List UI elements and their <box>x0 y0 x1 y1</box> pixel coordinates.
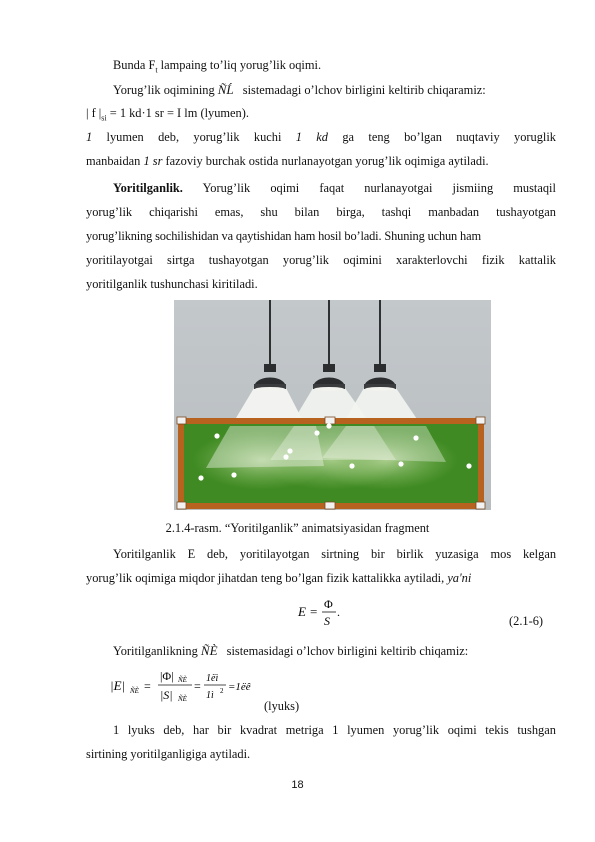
word: jismiing <box>452 181 494 195</box>
ball <box>413 435 418 440</box>
formula-tail: . <box>337 605 340 619</box>
figure-caption: 2.1.4-rasm. “Yoritilganlik” animatsiyasidan fragment <box>165 521 430 535</box>
text: sirtining yoritilganligiga aytiladi. <box>86 747 251 761</box>
formula2-lhs-sub: ÑÈ <box>130 687 139 695</box>
word: Yoritilganlik <box>113 547 176 561</box>
formula2-rhs: =1ëê <box>228 681 251 693</box>
formula2-den: |S| <box>160 688 173 702</box>
word: deb, <box>207 547 229 561</box>
word: sirtga <box>167 253 195 267</box>
text: manbaidan <box>86 154 144 168</box>
word: yuzasiga <box>435 547 479 561</box>
word: yoritilayotgan <box>239 547 310 561</box>
equation-number: (2.1-6) <box>509 614 544 628</box>
ball <box>231 472 236 477</box>
subscript: t <box>155 65 158 75</box>
ball <box>198 475 203 480</box>
word: mustaqil <box>513 181 556 195</box>
pocket <box>177 502 186 509</box>
word: lyuks <box>127 723 155 737</box>
word: kvadrat <box>239 723 278 737</box>
ball <box>283 454 288 459</box>
text: yorug’likning sochilishidan va qaytishidan ham hosil bo’ladi. Shuning uchun ham <box>86 229 481 243</box>
word: teng <box>368 130 390 144</box>
word: yoritilayotgai <box>86 253 153 267</box>
word: birga, <box>336 205 365 219</box>
ball <box>349 463 354 468</box>
word: tashqi <box>381 205 412 219</box>
text: yorug’lik oqimiga miqdor jihatdan teng bo’lgan fizik kattalikka aytiladi, <box>86 571 448 585</box>
section-heading: Yoritilganlik. <box>113 181 183 195</box>
unit-label: (lyuks) <box>264 699 300 713</box>
page-number: 18 <box>291 779 304 791</box>
text: lampaing to’liq yorug’lik oqimi. <box>157 58 322 72</box>
word: oqimini <box>343 253 382 267</box>
formula2-mid-num: 1ëì <box>206 673 219 684</box>
word: emas, <box>214 205 244 219</box>
text: 1 sr <box>143 154 163 168</box>
word: E <box>187 547 196 561</box>
word: faqat <box>319 181 345 195</box>
word: bir <box>370 547 385 561</box>
text: Yoritilganlikning <box>113 644 201 658</box>
text: ya'ni <box>447 571 472 585</box>
word: tushgan <box>517 723 556 737</box>
text: Yorug’lik oqimining <box>113 83 218 97</box>
justified-line <box>113 547 556 562</box>
word: kattalik <box>518 253 556 267</box>
ball <box>287 448 292 453</box>
word: sirtning <box>321 547 360 561</box>
text-line <box>113 82 486 98</box>
word: 1 <box>86 130 93 144</box>
text: sistemadagi o’lchov birligini keltirib chiqaramiz: <box>239 83 486 97</box>
formula-numerator: Φ <box>324 597 333 611</box>
word: xarakterlovchi <box>396 253 468 267</box>
pocket <box>476 417 485 424</box>
word: 1 <box>113 723 120 737</box>
formula2-mid-exp: 2 <box>220 687 224 695</box>
text-line <box>113 643 468 659</box>
word: yoruglik <box>514 130 556 144</box>
text: fazoviy burchak ostida nurlanayotgan yorug’lik oqimiga aytiladi. <box>162 154 489 168</box>
word: yorug’lik <box>193 130 240 144</box>
word: ga <box>342 130 355 144</box>
pocket <box>476 502 485 509</box>
text-line <box>86 154 489 169</box>
justified-line <box>86 253 556 268</box>
text-line <box>86 229 556 244</box>
formula2-lhs: |E| <box>110 678 126 693</box>
word: lyumen <box>347 723 385 737</box>
equals-sign: = <box>144 679 151 693</box>
word: mos <box>490 547 512 561</box>
word: bir <box>217 723 232 737</box>
formula-illuminance <box>296 594 356 630</box>
word: tushayotgan <box>496 205 556 219</box>
billiard-illustration <box>174 300 491 510</box>
pocket <box>325 417 335 424</box>
word: birlik <box>396 547 424 561</box>
text-line <box>113 58 321 77</box>
word: tushayotgan <box>208 253 269 267</box>
unit-system-symbol: ÑĹ <box>217 82 234 97</box>
ball <box>326 423 331 428</box>
formula-denominator: S <box>324 614 330 628</box>
formula2-num: |Φ| <box>160 669 174 683</box>
word: 1 <box>295 130 302 144</box>
formula-lux-derivation <box>108 666 268 708</box>
word: lyumen <box>106 130 144 144</box>
word: chiqarishi <box>149 205 198 219</box>
word: bo’lgan <box>404 130 442 144</box>
equals-sign: = <box>194 679 201 693</box>
text-line <box>86 571 471 586</box>
justified-line <box>113 181 556 196</box>
word: kuchi <box>253 130 282 144</box>
word: kelgan <box>522 547 557 561</box>
word: nurlanayotgai <box>364 181 433 195</box>
word: Yorug’lik <box>202 181 251 195</box>
word: deb, <box>158 130 180 144</box>
justified-line <box>86 130 556 145</box>
ball <box>398 461 403 466</box>
word: kd <box>316 130 328 144</box>
text: yoritilganlik tushunchasi kiritiladi. <box>86 277 258 291</box>
word: yorug’lik <box>392 723 440 737</box>
ball <box>214 433 219 438</box>
text-line <box>86 106 249 125</box>
justified-line <box>86 205 556 220</box>
ball <box>314 430 319 435</box>
text: = 1 kd·1 sr = I lm (lyumen). <box>106 106 249 120</box>
word: tekis <box>485 723 509 737</box>
word: yorug’lik <box>86 205 133 219</box>
formula-lhs: E <box>298 604 306 619</box>
word: deb, <box>163 723 185 737</box>
text: | f | <box>86 106 102 120</box>
word: bilan <box>294 205 320 219</box>
subscript: si <box>101 113 107 123</box>
word: 1 <box>332 723 339 737</box>
unit-system-symbol: ÑÈ <box>200 643 218 658</box>
word: oqimi <box>447 723 477 737</box>
formula2-mid-den: 1ì <box>206 690 214 701</box>
equals-sign: = <box>310 604 318 619</box>
text-line <box>86 747 250 762</box>
justified-line <box>113 723 556 738</box>
pocket <box>177 417 186 424</box>
word: oqimi <box>270 181 300 195</box>
ball <box>466 463 471 468</box>
word: nuqtaviy <box>456 130 500 144</box>
formula2-num-sub: ÑÈ <box>178 676 187 684</box>
pocket <box>325 502 335 509</box>
word: metriga <box>285 723 324 737</box>
word: yorug’lik <box>282 253 330 267</box>
word: shu <box>260 205 278 219</box>
word: har <box>193 723 209 737</box>
word: fizik <box>481 253 505 267</box>
word: manbadan <box>428 205 480 219</box>
formula2-den-sub: ÑÈ <box>178 695 187 703</box>
text-line <box>86 277 258 292</box>
text: Bunda F <box>113 58 156 72</box>
text: sistemasidagi o’lchov birligini keltirib chiqamiz: <box>223 644 469 658</box>
